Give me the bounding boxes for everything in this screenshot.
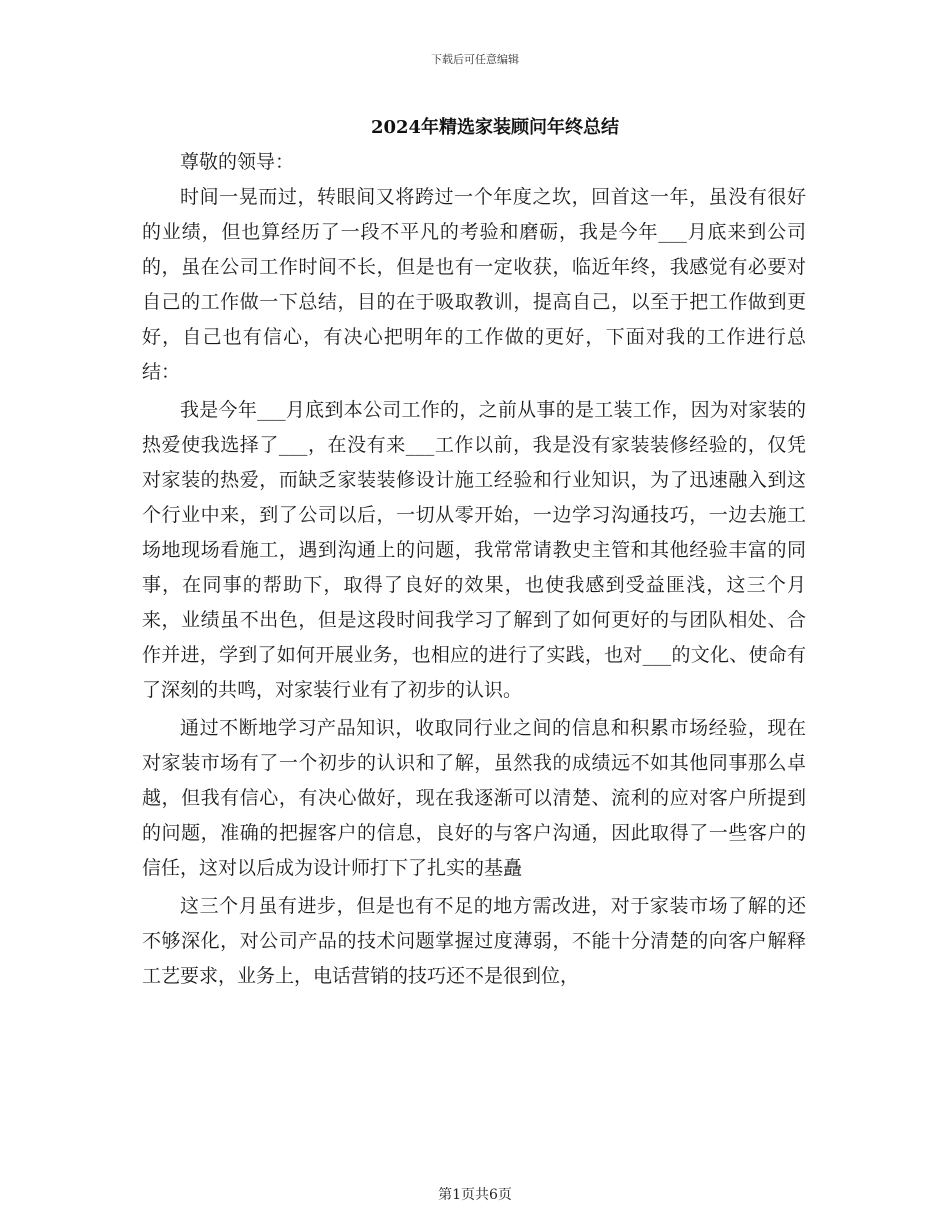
salutation: 尊敬的领导：	[180, 151, 295, 173]
page-number-indicator: 第1页共6页	[438, 1187, 512, 1203]
paragraph-shortcomings: 这三个月虽有进步，但是也有不足的地方需改进，对于家装市场了解的还不够深化，对公司产品的技术问题掌握过度薄弱，不能十分清楚的向客户解释工艺要求，业务上，电话营销的技巧还不是很到位，	[142, 895, 806, 987]
document-title: 2024年精选家装顾问年终总结	[370, 117, 620, 138]
page-header-note: 下载后可任意编辑	[431, 53, 519, 66]
paragraph-progress: 通过不断地学习产品知识，收取同行业之间的信息和积累市场经验，现在对家装市场有了一个初步的认识和了解，虽然我的成绩远不如其他同事那么卓越，但我有信心，有决心做好，现在我逐渐可以清楚、流利的应对客户所提到的问题，准确的把握客户的信息，良好的与客户沟通，因此取得了一些客户的信任，这对以后成为设计师打下了扎实的基矗	[142, 717, 806, 879]
paragraph-intro: 时间一晃而过，转眼间又将跨过一个年度之坎，回首这一年，虽没有很好的业绩，但也算经历了一段不平凡的考验和磨砺，我是今年___月底来到公司的，虽在公司工作时间不长，但是也有一定收获，临近年终，我感觉有必要对自己的工作做一下总结，目的在于吸取教训，提高自己，以至于把工作做到更好，自己也有信心，有决心把明年的工作做的更好，下面对我的工作进行总结：	[142, 186, 806, 383]
paragraph-background: 我是今年___月底到本公司工作的，之前从事的是工装工作，因为对家装的热爱使我选择了___，在没有来___工作以前，我是没有家装装修经验的，仅凭对家装的热爱，而缺乏家装装修设计施工经验和行业知识，为了迅速融入到这个行业中来，到了公司以后，一切从零开始，一边学习沟通技巧，一边去施工场地现场看施工，遇到沟通上的问题，我常常请教史主管和其他经验丰富的同事，在同事的帮助下，取得了良好的效果，也使我感到受益匪浅，这三个月来，业绩虽不出色，但是这段时间我学习了解到了如何更好的与团队相处、合作并进，学到了如何开展业务，也相应的进行了实践，也对___的文化、使命有了深刻的共鸣，对家装行业有了初步的认识。	[142, 399, 806, 701]
document-body	[142, 145, 806, 994]
